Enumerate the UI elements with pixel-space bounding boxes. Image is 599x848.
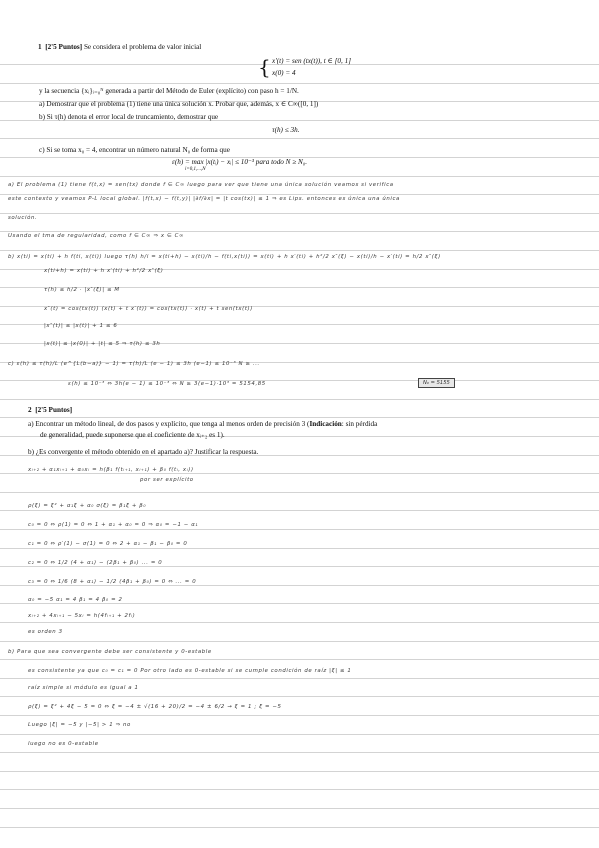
ruled-line: [0, 789, 599, 790]
ruled-line: [0, 827, 599, 828]
ruled-line: [0, 399, 599, 400]
ruled-line: [0, 808, 599, 809]
ruled-line: [0, 250, 599, 251]
handwriting-line: Usando el tma de regularidad, como f ∈ C∞ ⇒ x ∈ C∞: [8, 233, 185, 239]
problem2-part-a: [28, 420, 377, 429]
problem2-part-a-text: a) Encontrar un método lineal, de dos pasos y explícito, que tenga al menos orden de precisión 3 (: [28, 420, 310, 428]
ruled-line: [0, 548, 599, 549]
problem1-part-a: a) Demostrar que el problema (1) tiene una única solución x. Probar que, además, x ∈ C∞([0, 1]): [39, 100, 319, 108]
handwriting-line: c₀ = 0 ⇔ ρ(1) = 0 ⇔ 1 + α₁ + α₀ = 0 ⇒ α₀ = −1 − α₁: [28, 522, 199, 528]
ruled-line: [0, 734, 599, 735]
problem2-part-b: b) ¿Es convergente el método obtenido en el apartado a)? Justificar la respuesta.: [28, 448, 259, 456]
handwriting-line: solución.: [8, 215, 38, 221]
problem2-points: [2'5 Puntos]: [35, 406, 73, 414]
ruled-line: [0, 492, 599, 493]
handwriting-line: a) El problema (1) tiene f(t,x) = sen(tx) donde f ∈ C∞ luego para ver que tiene una única solución veamos si verifica: [8, 182, 394, 188]
ruled-line: [0, 641, 599, 642]
problem1-part-b-eq: τ(h) ≤ 3h.: [272, 126, 300, 134]
handwriting-line: |x″(t)| ≤ |x(t)| + 1 ≤ 6: [44, 323, 118, 329]
handwriting-line: es consistente ya que c₀ = c₁ = 0 Por otro lado es 0-estable si se cumple condición de raíz |ξ| ≤ 1: [28, 668, 352, 674]
handwriting-line: xᵢ₊₂ + 4xᵢ₊₁ − 5xᵢ = h(4fᵢ₊₁ + 2fᵢ): [28, 613, 136, 619]
problem1-part-c-eq: ε(h) = max |x(tᵢ) − xᵢ| ≤ 10⁻³ para todo N ≥ N₀.: [172, 158, 308, 166]
ruled-line: [0, 771, 599, 772]
handwriting-line: x″(t) = cos(tx(t)) (x(t) + t x′(t)) = cos(tx(t)) · x(t) + t sen(tx(t)): [44, 306, 253, 312]
system-brace: {: [258, 55, 271, 79]
handwriting-line: Luego |ξ| = −5 y |−5| > 1 ⇒ no: [28, 722, 131, 728]
boxed-answer: N₀ = 5155: [418, 378, 455, 388]
ruled-line: [0, 715, 599, 716]
problem2-indicacion: Indicación: [309, 420, 342, 428]
handwriting-line: raíz simple si módulo es igual a 1: [28, 685, 139, 691]
handwriting-line: ε(h) ≤ 10⁻³ ⇔ 3h(e − 1) ≤ 10⁻³ ⇔ N ≥ 3(e−1)·10³ = 5154,85: [68, 381, 266, 387]
ruled-line: [0, 213, 599, 214]
problem2-part-a-tail: : sin pérdida: [341, 420, 378, 428]
problem1-eq1: x′(t) = sen (tx(t)), t ∈ [0, 1]: [272, 57, 352, 65]
ruled-line: [0, 510, 599, 511]
problem1-heading: [38, 43, 201, 52]
problem1-points: [2'5 Puntos]: [45, 43, 83, 51]
handwriting-line: b) Para que sea convergente debe ser consistente y 0-estable: [8, 649, 212, 655]
ruled-line: [0, 83, 599, 84]
handwriting-line: c₂ = 0 ⇔ 1/2 (4 + α₁) − (2β₁ + β₀) ... = 0: [28, 560, 163, 566]
problem2-part-a-line2: de generalidad, puede suponerse que el coeficiente de xᵢ₊₂ es 1).: [40, 431, 225, 439]
handwriting-line: c₃ = 0 ⇔ 1/6 (8 + α₁) − 1/2 (4β₁ + β₀) = 0 ⇔ ... = 0: [28, 579, 197, 585]
handwriting-line: b) x(ti) = x(ti) + h f(ti, x(ti)) luego τ(h) h/i = x(ti+h) − x(ti)/h − f(ti,x(ti)) = x(ti) + h x′(ti) + h²/2 x″(ξ) − x(ti)/h − x′(ti) = h/2 x″(ξ): [8, 254, 441, 260]
handwriting-line: luego no es 0-estable: [28, 741, 99, 747]
handwriting-line: x(ti+h) = x(ti) + h x′(ti) + h²/2 x″(ξ): [44, 268, 164, 274]
handwriting-line: c₁ = 0 ⇔ ρ′(1) − σ(1) = 0 ⇔ 2 + α₁ − β₁ − β₀ = 0: [28, 541, 188, 547]
problem1-part-c-sub: i=0,1,...,N: [185, 167, 206, 172]
handwriting-line: c) ε(h) ≤ τ(h)/L (e^{L(b−a)} − 1) = τ(h)/L (e − 1) ≤ 3h (e−1) ≤ 10⁻³ N ≥ ...: [8, 361, 260, 367]
ruled-line: [0, 659, 599, 660]
ruled-line: [0, 176, 599, 177]
ruled-line: [0, 138, 599, 139]
handwriting-line: |x(t)| ≤ |x(0)| + |t| ≤ 5 ⇒ τ(h) ≤ 3h: [44, 341, 161, 347]
problem1-number: 1: [38, 43, 42, 51]
ruled-line: [0, 417, 599, 418]
handwriting-line: ρ(ξ) = ξ² + α₁ξ + α₀ σ(ξ) = β₁ξ + β₀: [28, 503, 147, 509]
handwriting-line: por ser explícito: [140, 477, 194, 483]
handwriting-line: τ(h) ≤ h/2 · |x″(ξ)| ≤ M: [44, 287, 120, 293]
problem2-number: 2: [28, 406, 32, 414]
handwriting-line: xᵢ₊₂ + α₁xᵢ₊₁ + α₀xᵢ = h(β₁ f(tᵢ₊₁, xᵢ₊₁) + β₀ f(tᵢ, xᵢ)): [28, 467, 194, 473]
ruled-line: [0, 231, 599, 232]
handwriting-line: es orden 3: [28, 629, 63, 635]
problem1-part-c: c) Si se toma x₀ = 4, encontrar un número natural N₀ de forma que: [39, 146, 230, 154]
ruled-line: [0, 752, 599, 753]
ruled-line: [0, 678, 599, 679]
handwriting-line: ρ(ξ) = ξ² + 4ξ − 5 = 0 ⇔ ξ = −4 ± √(16 + 20)/2 = −4 ± 6/2 → ξ = 1 ; ξ = −5: [28, 704, 282, 710]
ruled-line: [0, 696, 599, 697]
problem1-intro: Se considera el problema de valor inicial: [83, 43, 202, 51]
ruled-line: [0, 622, 599, 623]
problem1-part-b: b) Si τ(h) denota el error local de truncamiento, demostrar que: [39, 113, 219, 121]
ruled-line: [0, 194, 599, 195]
handwriting-line: α₀ = −5 α₁ = 4 β₁ = 4 β₀ = 2: [28, 597, 123, 603]
problem1-eq2: x(0) = 4: [272, 69, 296, 77]
handwriting-line: este contexto y veamos P-L local global. |f(t,x) − f(t,y)| |∂f/∂x| = |t cos(tx)| ≤ 1 ⇒ es Lips. entonces es única una única: [8, 196, 400, 202]
problem1-sequence: y la secuencia {xᵢ}ᵢ₌₀ᴺ generada a partir del Método de Euler (explícito) con paso h = 1/N.: [39, 87, 299, 95]
problem2-heading: [28, 406, 72, 415]
ruled-line: [0, 529, 599, 530]
